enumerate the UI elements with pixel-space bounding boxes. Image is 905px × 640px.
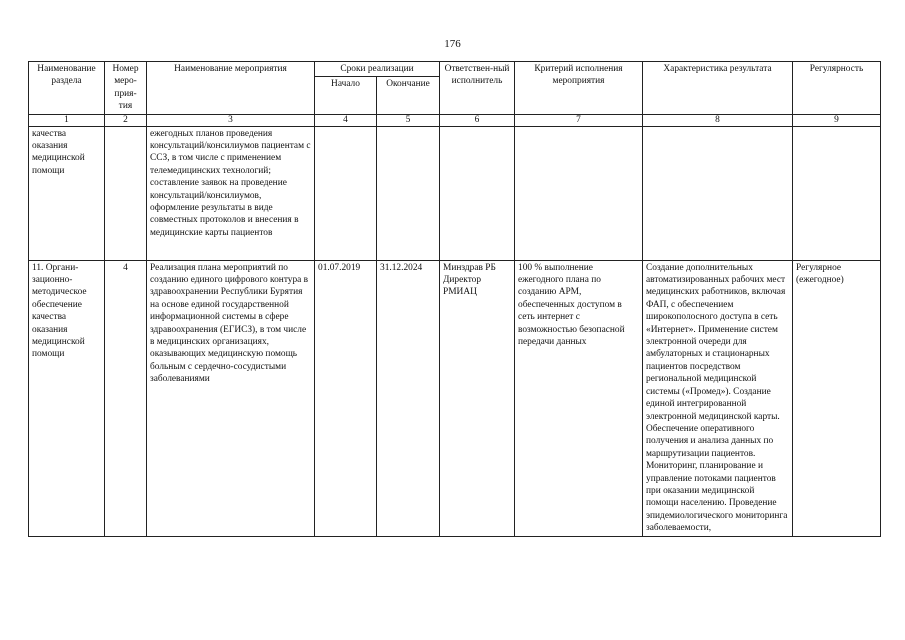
column-number: 7 [515,114,643,126]
row-number [105,126,147,260]
row-responsible [440,126,515,260]
column-number: 4 [315,114,377,126]
header-start: Начало [315,77,377,114]
row-start [315,126,377,260]
header-criterion: Критерий исполнения мероприятия [515,62,643,115]
column-number: 1 [29,114,105,126]
header-section: Наименование раздела [29,62,105,115]
row-regularity: Регулярное (ежегодное) [793,260,881,536]
page-number: 176 [444,38,461,50]
column-number: 6 [440,114,515,126]
row-regularity [793,126,881,260]
column-number: 3 [147,114,315,126]
row-activity-name: ежегодных планов проведения консультаций/консилиумов пациентам с ССЗ, в том числе с применением телемедицинских технологий; составление заявок на проведение консультаций/консилиумов, оформление результаты в виде совместных протоколов и внесения в медицинские карты пациентов [147,126,315,260]
header-responsible: Ответствен-ный исполнитель [440,62,515,115]
header-name: Наименование мероприятия [147,62,315,115]
table-row [29,260,881,536]
activity-table [28,61,881,537]
column-numbers-row [29,114,881,126]
row-result: Создание дополнительных автоматизированных рабочих мест медицинских работников, включая ФАП, с обеспечением широкополосного доступа в сеть «Интернет». Применение систем электронной очереди для амбулаторных и стационарных пациентов посредством региональной медицинской системы («Промед»). Создание единой интегрированной электронной медицинской карты. Обеспечение оперативного получения и анализа данных по маршрутизации пациентов. Мониторинг, планирование и управление потоками пациентов при оказании медицинской помощи населению. Проведение эпидемиологического мониторинга заболеваемости, [643,260,793,536]
row-criterion: 100 % выполнение ежегодного плана по созданию АРМ, обеспеченных доступом в сеть интернет с возможностью безопасной передачи данных [515,260,643,536]
header-number: Номер меро-прия-тия [105,62,147,115]
row-section: 11. Органи-зационно-методическое обеспечение качества оказания медицинской помощи [29,260,105,536]
column-number: 9 [793,114,881,126]
row-result [643,126,793,260]
column-number: 5 [377,114,440,126]
header-regularity: Регулярность [793,62,881,115]
header-terms: Сроки реализации [315,62,440,77]
header-end: Окончание [377,77,440,114]
column-number: 8 [643,114,793,126]
row-end: 31.12.2024 [377,260,440,536]
row-start: 01.07.2019 [315,260,377,536]
row-activity-name: Реализация плана мероприятий по созданию единого цифрового контура в здравоохранении Республики Бурятия на основе единой государственной информационной системы в сфере здравоохранения (ЕГИСЗ), в том числе в медицинских организациях, оказывающих медицинскую помощь больным с сердечно-сосудистыми заболеваниями [147,260,315,536]
table-row [29,126,881,260]
row-end [377,126,440,260]
row-criterion [515,126,643,260]
row-number: 4 [105,260,147,536]
header-result: Характеристика результата [643,62,793,115]
row-responsible: Минздрав РБ Директор РМИАЦ [440,260,515,536]
row-section: качества оказания медицинской помощи [29,126,105,260]
column-number: 2 [105,114,147,126]
